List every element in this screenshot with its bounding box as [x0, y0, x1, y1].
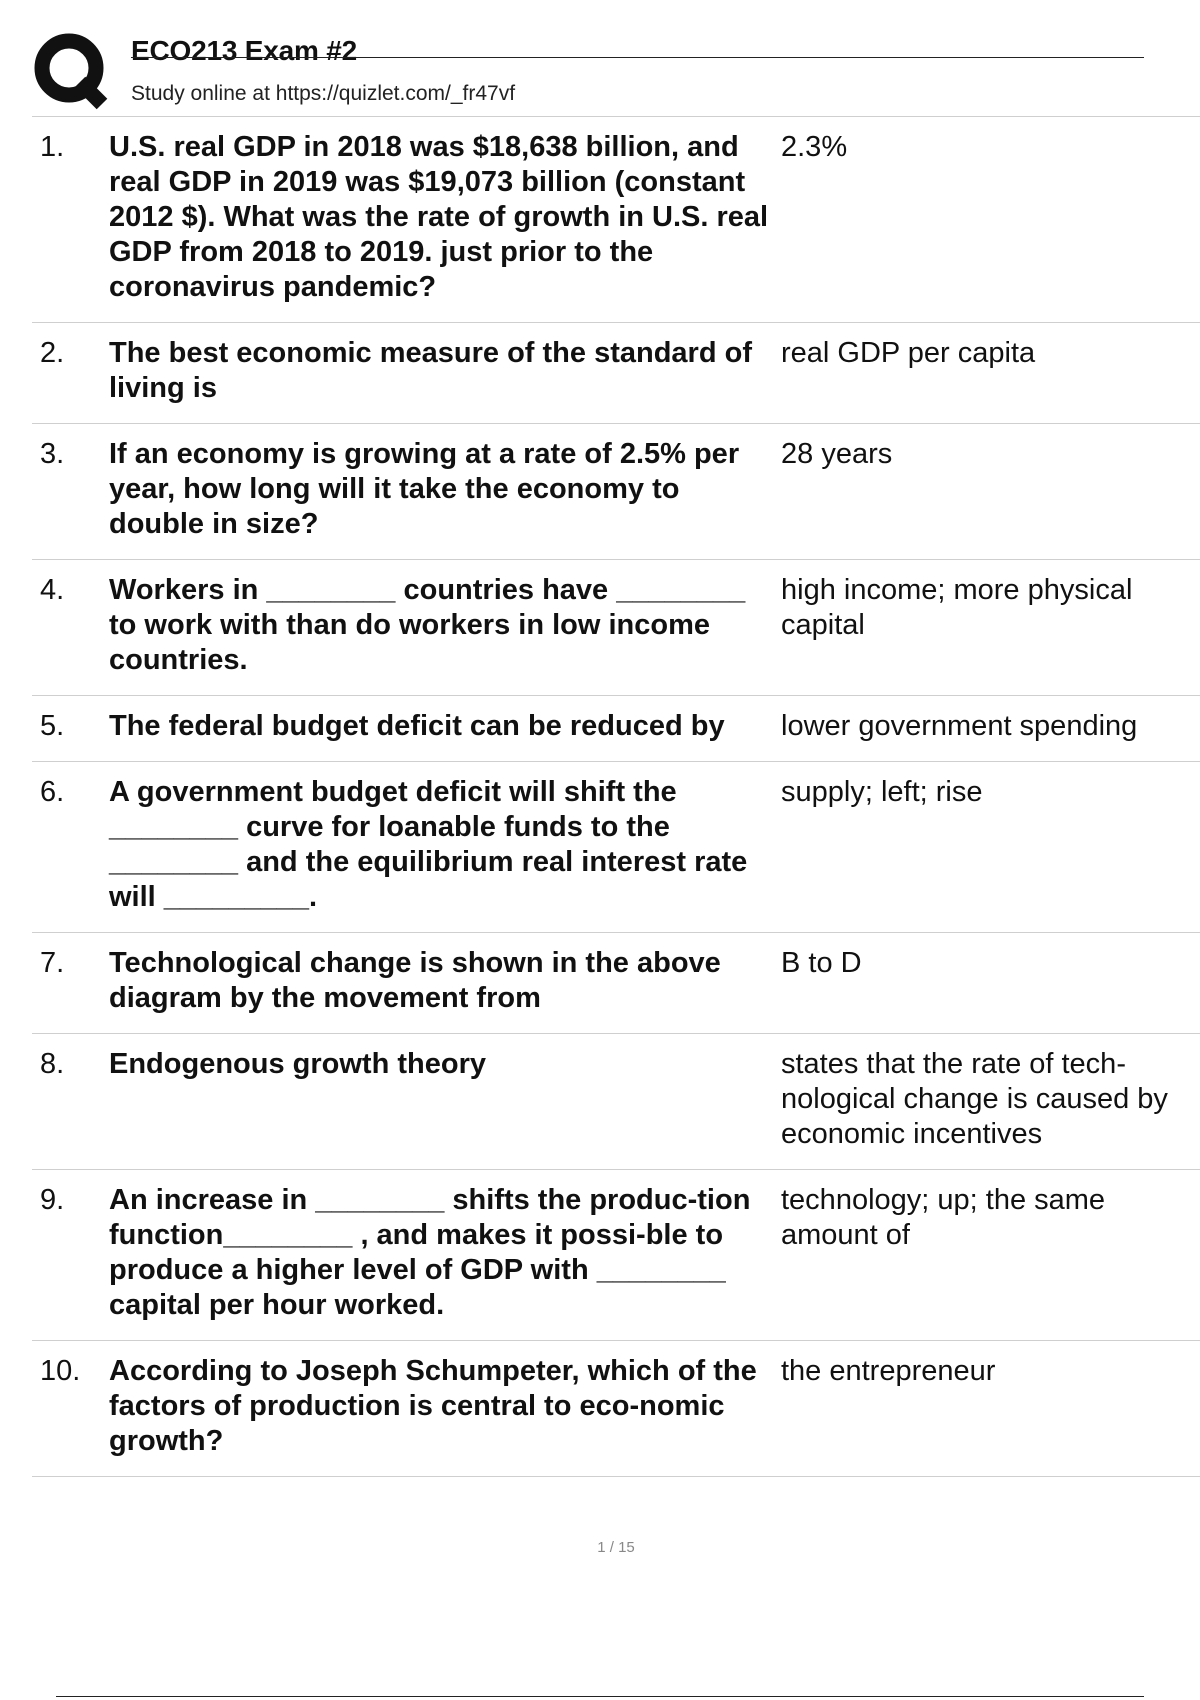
card-definition: 28 years: [781, 438, 893, 470]
flashcard-list: [32, 116, 1200, 1477]
card-definition: technology; up; the same amount of: [781, 1184, 1106, 1251]
card-definition: high income; more physical capital: [781, 574, 1133, 641]
card-number: 2.: [40, 337, 65, 369]
flashcard-row: [32, 933, 1200, 1034]
card-term: An increase in ________ shifts the produc-tion function________ , and makes it possi-ble to produce a higher level of GDP with ________ capital per hour worked.: [109, 1184, 751, 1321]
flashcard-row: [32, 696, 1200, 762]
card-definition: the entrepreneur: [781, 1355, 996, 1387]
flashcard-row: [32, 762, 1200, 933]
card-number: 9.: [40, 1184, 65, 1216]
card-number: 6.: [40, 776, 65, 808]
card-term: Endogenous growth theory: [109, 1048, 486, 1080]
flashcard-row: [32, 1170, 1200, 1341]
flashcard-row: [32, 1341, 1200, 1477]
card-number: 5.: [40, 710, 65, 742]
flashcard-row: [32, 424, 1200, 560]
card-definition: supply; left; rise: [781, 776, 983, 808]
card-definition: B to D: [781, 947, 862, 979]
header-divider: [131, 57, 1144, 58]
card-number: 4.: [40, 574, 65, 606]
card-number: 3.: [40, 438, 65, 470]
card-definition: states that the rate of tech-nological change is caused by economic incentives: [781, 1048, 1168, 1150]
flashcard-row: [32, 117, 1200, 323]
card-definition: 2.3%: [781, 131, 848, 163]
card-definition: real GDP per capita: [781, 337, 1036, 369]
page-title: ECO213 Exam #2: [131, 35, 358, 66]
card-number: 8.: [40, 1048, 65, 1080]
card-term: The best economic measure of the standard of living is: [109, 337, 752, 404]
quizlet-logo-icon: [32, 30, 112, 110]
card-term: Technological change is shown in the above diagram by the movement from: [109, 947, 721, 1014]
flashcard-row: [32, 560, 1200, 696]
footer-divider: [56, 1696, 1144, 1697]
card-term: The federal budget deficit can be reduced by: [109, 710, 725, 742]
card-term: A government budget deficit will shift the ________ curve for loanable funds to the ________ and the equilibrium real interest rate will _________.: [109, 776, 748, 913]
flashcard-row: [32, 1034, 1200, 1170]
card-number: 10.: [40, 1355, 81, 1387]
page-number: 1 / 15: [597, 1539, 635, 1556]
card-number: 7.: [40, 947, 65, 979]
flashcard-row: [32, 323, 1200, 424]
card-term: According to Joseph Schumpeter, which of the factors of production is central to eco-nomic growth?: [109, 1355, 757, 1457]
card-term: U.S. real GDP in 2018 was $18,638 billion, and real GDP in 2019 was $19,073 billion (constant 2012 $). What was the rate of growth in U.S. real GDP from 2018 to 2019. just prior to the coronavirus pandemic?: [109, 131, 769, 303]
card-term: If an economy is growing at a rate of 2.5% per year, how long will it take the economy to double in size?: [109, 438, 740, 540]
card-number: 1.: [40, 131, 65, 163]
card-definition: lower government spending: [781, 710, 1138, 742]
study-online-link[interactable]: Study online at https://quizlet.com/_fr47vf: [131, 82, 516, 105]
card-term: Workers in ________ countries have ________ to work with than do workers in low income countries.: [109, 574, 746, 676]
